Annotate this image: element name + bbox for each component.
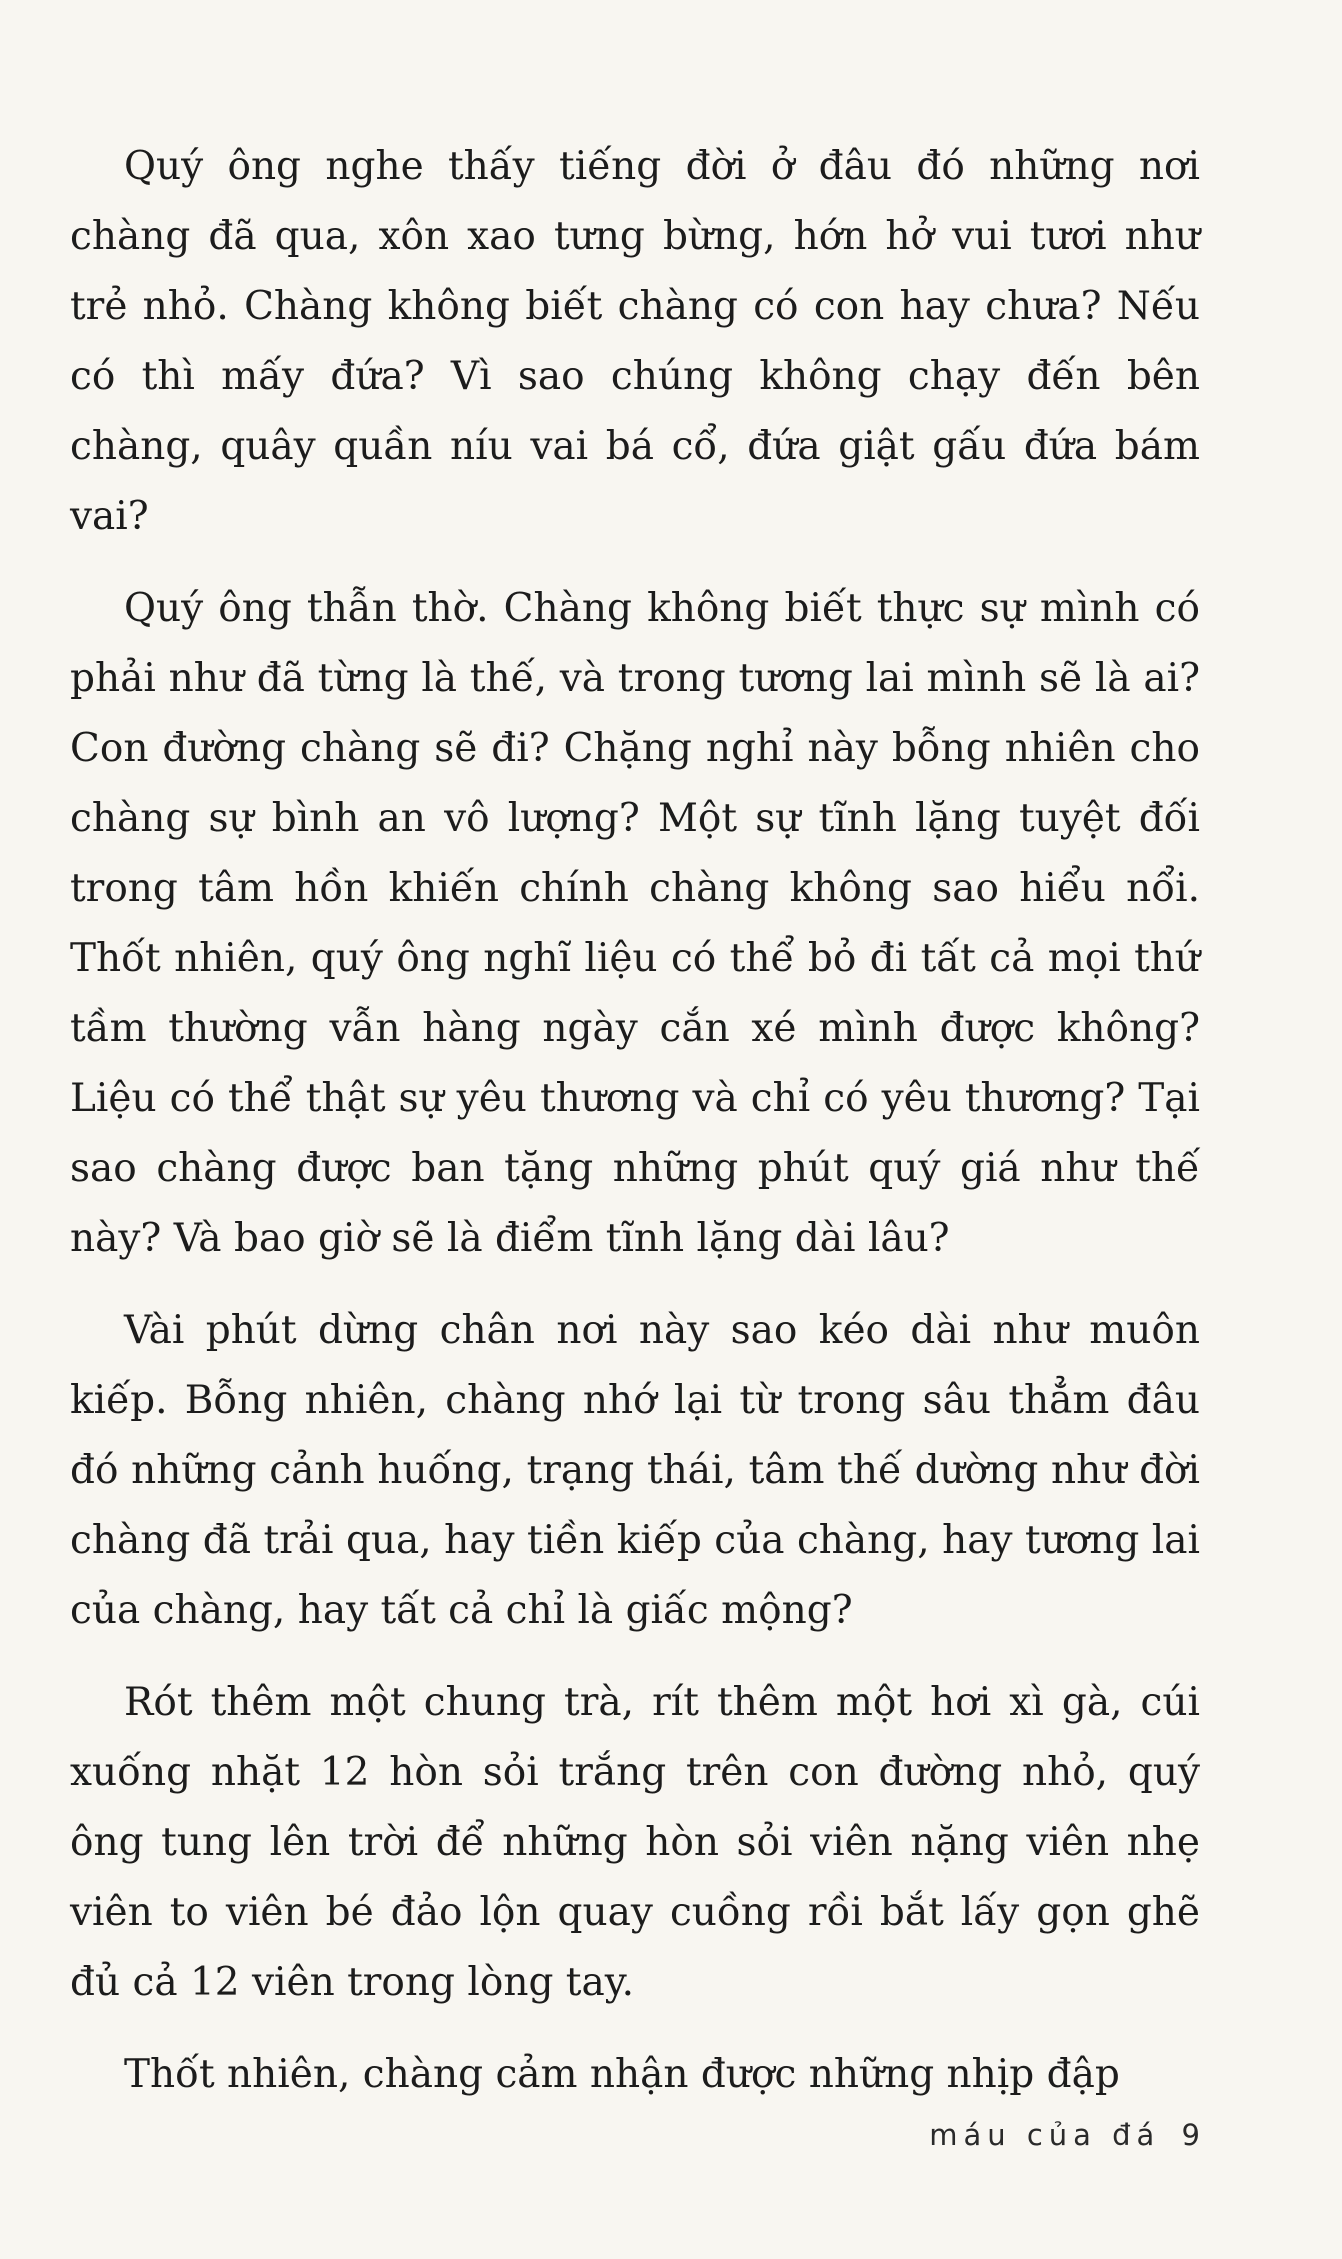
page-number: 9 [1181,2118,1200,2152]
page-footer [880,2118,1200,2152]
paragraph-5: Thốt nhiên, chàng cảm nhận được những nhịp đập [124,2052,1120,2097]
paragraph-2: Quý ông thẫn thờ. Chàng không biết thực sự mình có phải như đã từng là thế, và trong tương lai mình sẽ là ai? Con đường chàng sẽ đi? Chặng nghỉ này bỗng nhiên cho chàng sự bình an vô lượng? Một sự tĩnh lặng tuyệt đối trong tâm hồn khiến chính chàng không sao hiểu nổi. Thốt nhiên, quý ông nghĩ liệu có thể bỏ đi tất cả mọi thứ tầm thường vẫn hàng ngày cắn xé mình được không? Liệu có thể thật sự yêu thương và chỉ có yêu thương? Tại sao chàng được ban tặng những phút quý giá như thế này? Và bao giờ sẽ là điểm tĩnh lặng dài lâu? [70,586,1200,1261]
running-title: máu của đá [929,2118,1161,2152]
paragraph-3: Vài phút dừng chân nơi này sao kéo dài như muôn kiếp. Bỗng nhiên, chàng nhớ lại từ trong sâu thẳm đâu đó những cảnh huống, trạng thái, tâm thế dường như đời chàng đã trải qua, hay tiền kiếp của chàng, hay tương lai của chàng, hay tất cả chỉ là giấc mộng? [70,1308,1200,1633]
paragraph-4: Rót thêm một chung trà, rít thêm một hơi xì gà, cúi xuống nhặt 12 hòn sỏi trắng trên con đường nhỏ, quý ông tung lên trời để những hòn sỏi viên nặng viên nhẹ viên to viên bé đảo lộn quay cuồng rồi bắt lấy gọn ghẽ đủ cả 12 viên trong lòng tay. [70,1680,1200,2005]
body-text [70,132,1200,2132]
paragraph-1: Quý ông nghe thấy tiếng đời ở đâu đó những nơi chàng đã qua, xôn xao tưng bừng, hớn hở vui tươi như trẻ nhỏ. Chàng không biết chàng có con hay chưa? Nếu có thì mấy đứa? Vì sao chúng không chạy đến bên chàng, quây quần níu vai bá cổ, đứa giật gấu đứa bám vai? [70,144,1200,539]
